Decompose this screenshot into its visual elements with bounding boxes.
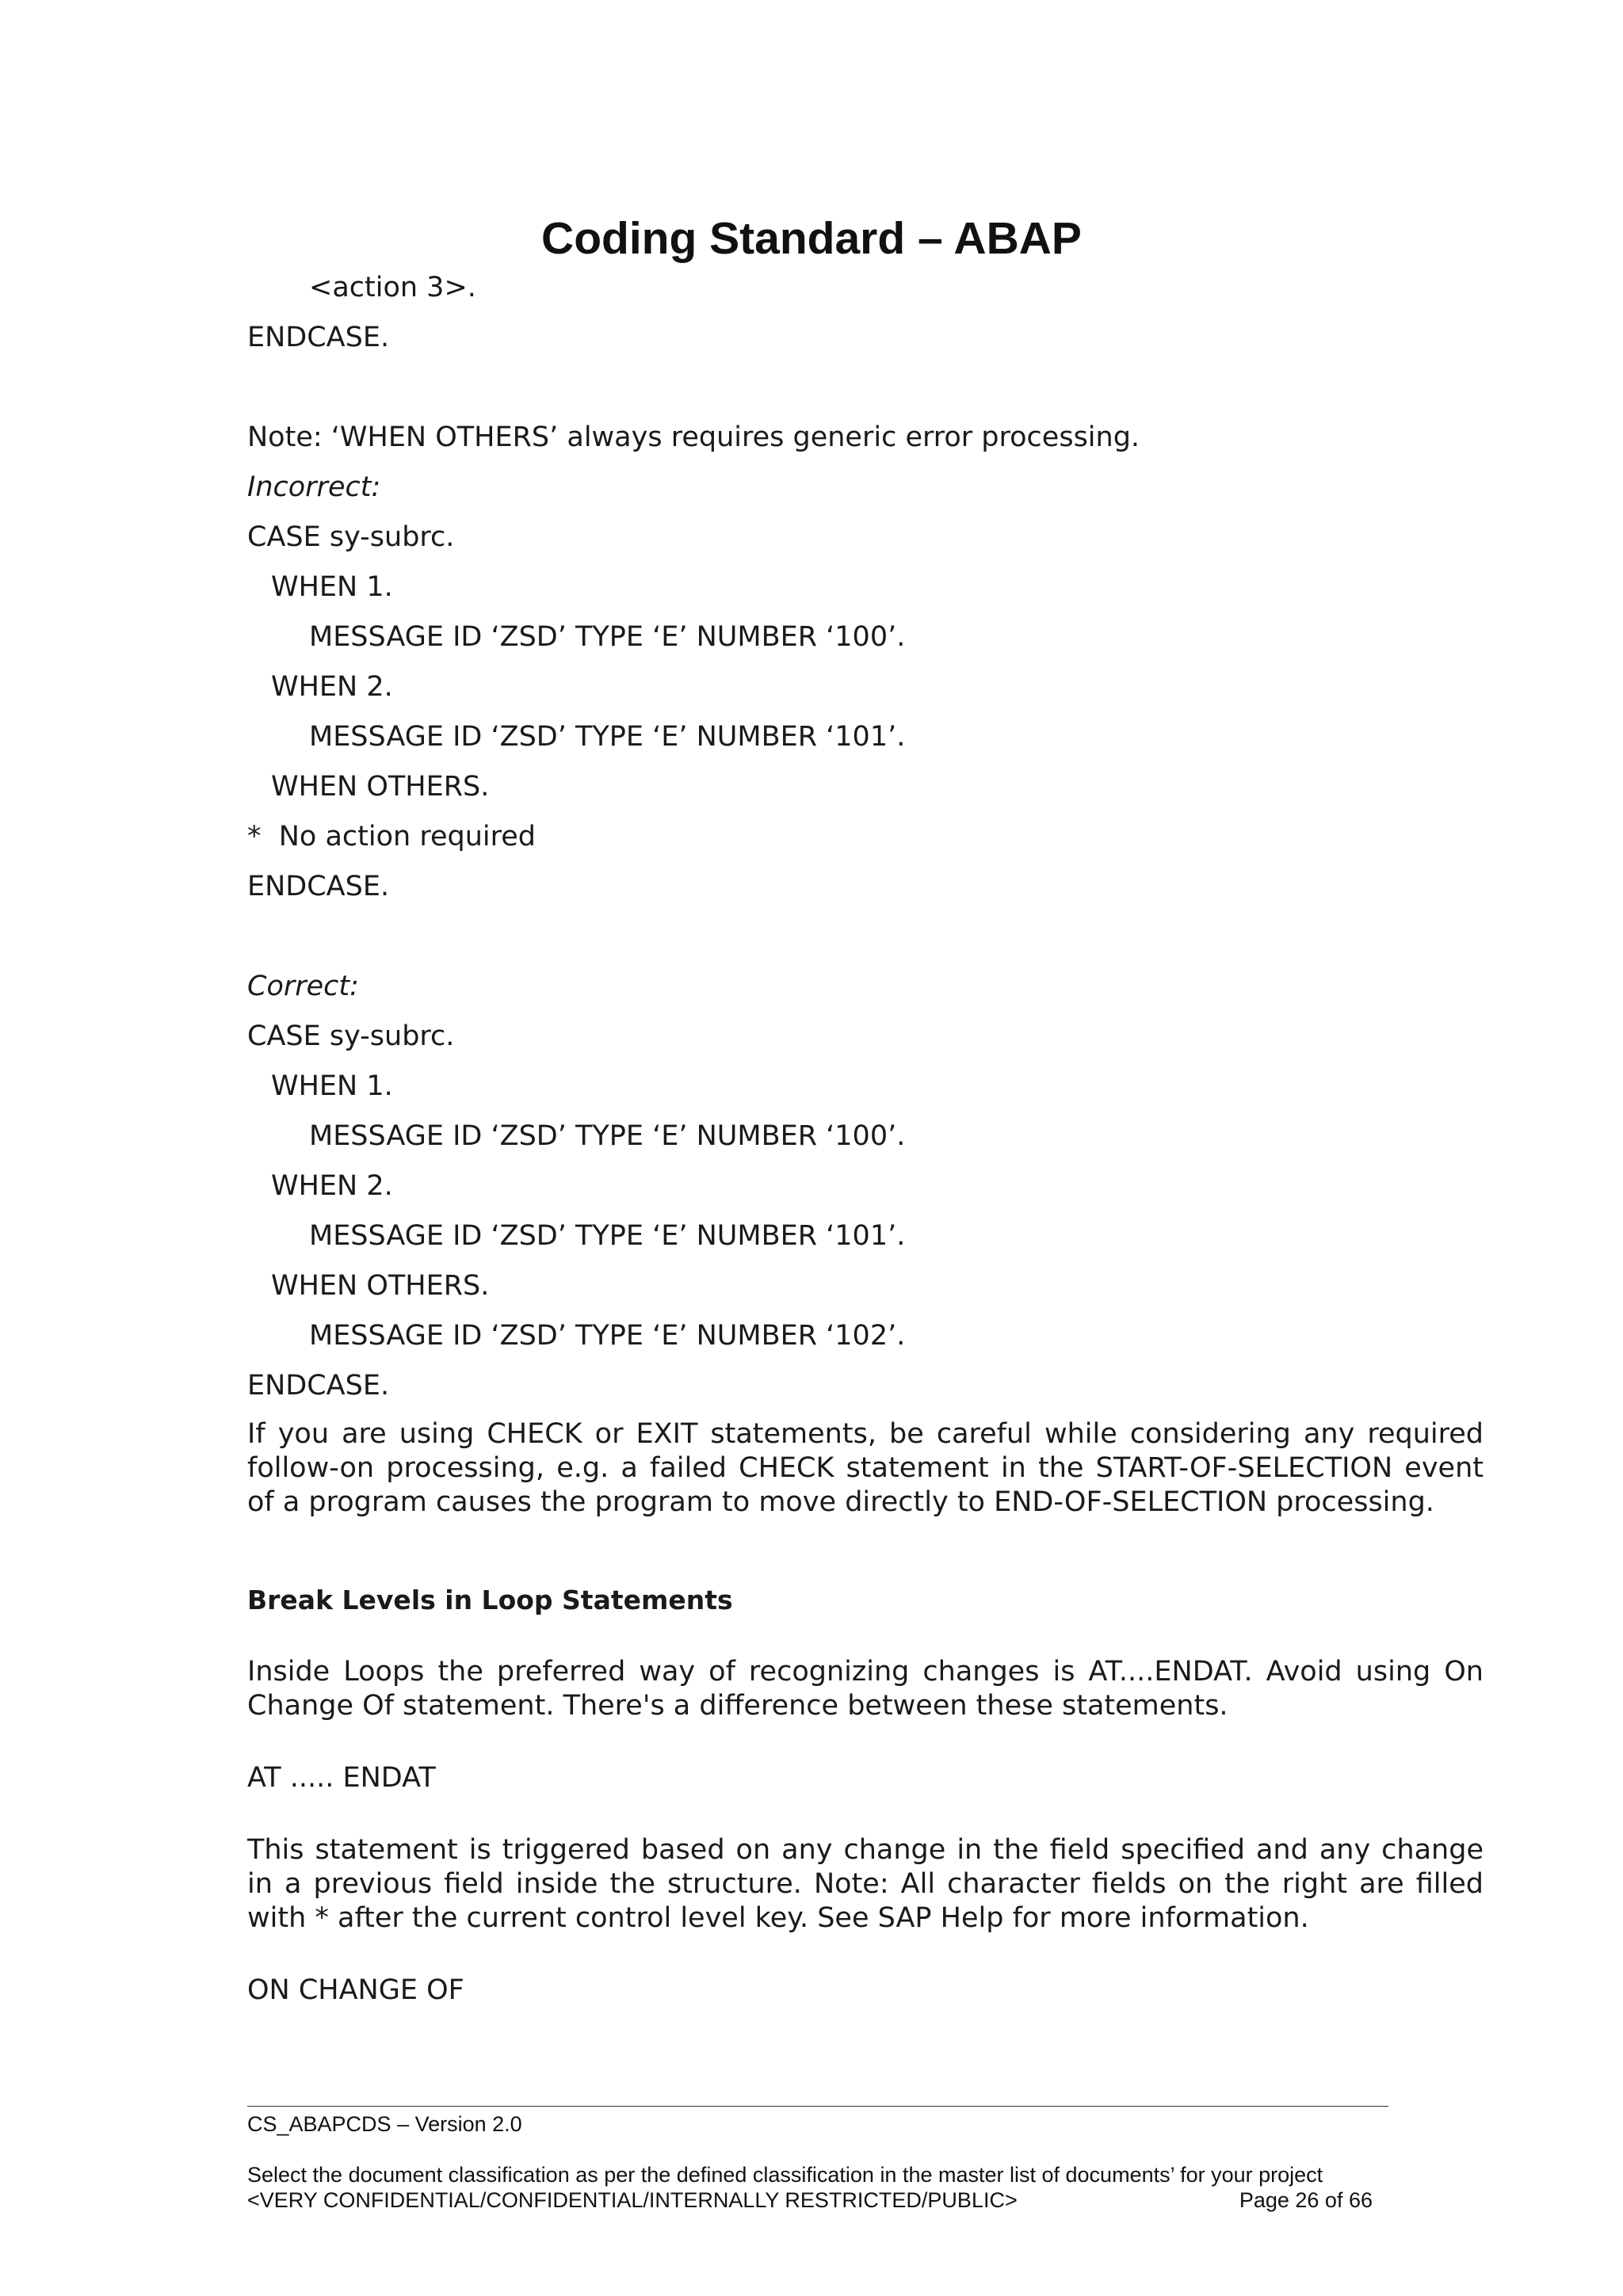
code-line: MESSAGE ID ‘ZSD’ TYPE ‘E’ NUMBER ‘101’. bbox=[309, 721, 906, 753]
code-line: CASE sy-subrc. bbox=[247, 521, 455, 553]
check-exit-paragraph: If you are using CHECK or EXIT statements, be careful while considering any required follow-on processing, e.g. a failed CHECK statement in the START-OF-SELECTION event of a program causes the program to move directly to END-OF-SELECTION processing. bbox=[247, 1418, 1484, 1518]
code-line: CASE sy-subrc. bbox=[247, 1020, 455, 1052]
footer-version: CS_ABAPCDS – Version 2.0 bbox=[247, 2112, 522, 2136]
code-line: <action 3>. bbox=[309, 272, 476, 303]
page-number: Page 26 of 66 bbox=[1239, 2188, 1373, 2212]
incorrect-code-block bbox=[247, 513, 1484, 912]
footer-classification-line bbox=[247, 2187, 1373, 2213]
code-line: MESSAGE ID ‘ZSD’ TYPE ‘E’ NUMBER ‘100’. bbox=[309, 1120, 906, 1152]
code-line: MESSAGE ID ‘ZSD’ TYPE ‘E’ NUMBER ‘100’. bbox=[309, 621, 906, 653]
at-endat-heading: AT ..... ENDAT bbox=[247, 1762, 436, 1794]
incorrect-label: Incorrect: bbox=[247, 471, 381, 503]
spacer bbox=[247, 363, 1484, 413]
spacer bbox=[247, 912, 1484, 962]
code-line: WHEN OTHERS. bbox=[271, 771, 490, 803]
code-line: MESSAGE ID ‘ZSD’ TYPE ‘E’ NUMBER ‘102’. bbox=[309, 1320, 906, 1352]
footer-classification-options: <VERY CONFIDENTIAL/CONFIDENTIAL/INTERNALLY RESTRICTED/PUBLIC> bbox=[247, 2188, 1018, 2212]
code-line: ENDCASE. bbox=[247, 871, 390, 902]
footer-divider bbox=[247, 2106, 1388, 2107]
code-comment: * No action required bbox=[247, 821, 536, 852]
on-change-heading: ON CHANGE OF bbox=[247, 1974, 464, 2006]
loops-paragraph: Inside Loops the preferred way of recognizing changes is AT....ENDAT. Avoid using On Change Of statement. There's a difference between these statements. bbox=[247, 1656, 1484, 1722]
code-line: WHEN 2. bbox=[271, 1170, 393, 1202]
code-line: MESSAGE ID ‘ZSD’ TYPE ‘E’ NUMBER ‘101’. bbox=[309, 1220, 906, 1252]
page-title: Coding Standard – ABAP bbox=[541, 213, 1082, 264]
code-line: WHEN 1. bbox=[271, 571, 393, 603]
document-body bbox=[247, 263, 1484, 2008]
code-line: ENDCASE. bbox=[247, 1370, 390, 1402]
correct-code-block bbox=[247, 1012, 1484, 1411]
section-heading: Break Levels in Loop Statements bbox=[247, 1585, 733, 1615]
code-line: WHEN 1. bbox=[271, 1070, 393, 1102]
at-endat-paragraph: This statement is triggered based on any change in the field specified and any change in a previous field inside the structure. Note: All character fields on the right are filled with * after the current control level key. See SAP Help for more information. bbox=[247, 1834, 1484, 1934]
code-line: WHEN 2. bbox=[271, 671, 393, 703]
code-line: WHEN OTHERS. bbox=[271, 1270, 490, 1302]
code-line: ENDCASE. bbox=[247, 322, 390, 353]
correct-label: Correct: bbox=[247, 971, 359, 1002]
note-text: Note: ‘WHEN OTHERS’ always requires generic error processing. bbox=[247, 421, 1140, 453]
footer-classification-note: Select the document classification as per the defined classification in the master list of documents’ for your project bbox=[247, 2163, 1323, 2187]
